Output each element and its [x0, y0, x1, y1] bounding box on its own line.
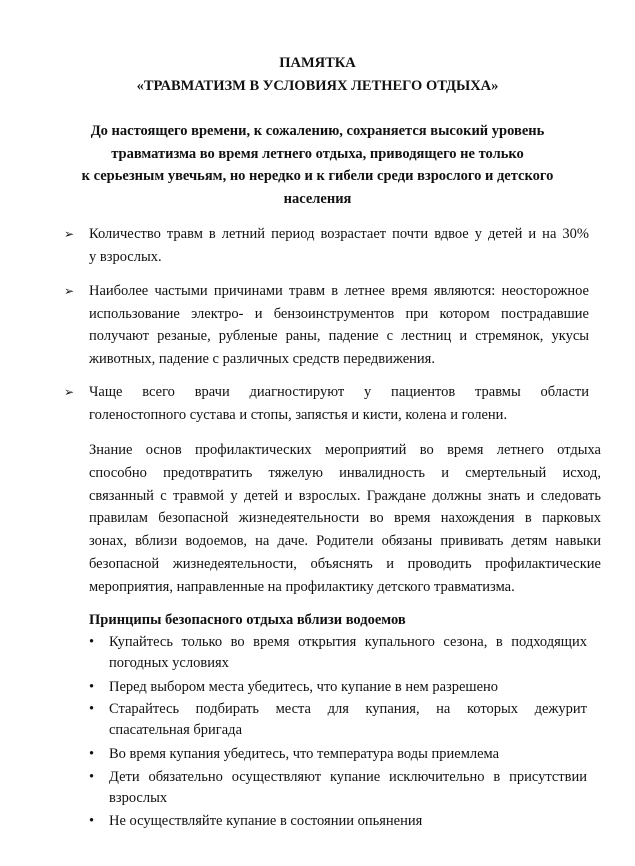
- text-line: Дети обязательно осуществляют купание исключительно в присутствии: [109, 769, 587, 785]
- arrow-list-item: [64, 280, 589, 370]
- text-line: животных, падение с различных средств передвижения.: [89, 350, 435, 367]
- bullet-list-item: [89, 767, 587, 808]
- text-line: Чаще всего врачи диагностируют у пациентов травмы области: [89, 384, 589, 400]
- bullet-item-text: [109, 767, 587, 808]
- intro-text: [60, 120, 575, 210]
- bullet-item-text: [109, 699, 587, 740]
- bullet-list-item: [89, 677, 587, 698]
- bullet-list-item: [89, 699, 587, 740]
- text-line: погодных условиях: [109, 654, 229, 671]
- bullet-item-text: [109, 744, 587, 765]
- text-line: связанный с травмой у детей и взрослых. Граждане должны знать и следовать: [89, 487, 601, 504]
- arrow-list-item: [64, 381, 589, 426]
- text-line: Не осуществляйте купание в состоянии опьянения: [109, 813, 423, 829]
- bullet-dot-icon: •: [89, 746, 95, 762]
- arrow-item-text: [89, 223, 589, 268]
- intro-line: к серьезным увечьям, но нередко и к гибели среди взрослого и детского: [81, 168, 554, 184]
- text-line: у взрослых.: [89, 248, 162, 265]
- bullet-dot-icon: •: [89, 769, 95, 785]
- arrow-item-text: [89, 280, 589, 370]
- text-line: Купайтесь только во время открытия купального сезона, в подходящих: [109, 634, 587, 650]
- bullet-list-item: [89, 632, 587, 673]
- arrow-list-item: [64, 223, 589, 268]
- bullet-item-text: [109, 811, 587, 832]
- bullet-dot-icon: •: [89, 701, 95, 717]
- intro-line: травматизма во время летнего отдыха, приводящего не только: [111, 145, 524, 162]
- section-heading: Принципы безопасного отдыха вблизи водоемов: [89, 612, 406, 628]
- text-line: спасательная бригада: [109, 721, 242, 738]
- intro-line: До настоящего времени, к сожалению, сохраняется высокий уровень: [90, 123, 545, 139]
- text-line: безопасной жизнедеятельности, объяснять и проводить профилактические: [89, 555, 601, 572]
- document-title: ПАМЯТКА: [279, 55, 356, 71]
- bullet-list-item: [89, 811, 587, 832]
- text-line: Старайтесь подбирать места для купания, на которых дежурит: [109, 701, 587, 717]
- bullet-dot-icon: •: [89, 679, 95, 695]
- bullet-dot-icon: •: [89, 813, 95, 829]
- arrow-bullet-icon: ➢: [64, 385, 75, 399]
- text-line: Количество травм в летний период возрастает почти вдвое у детей и на 30%: [89, 226, 589, 242]
- bullet-item-text: [109, 677, 587, 698]
- bullet-item-text: [109, 632, 587, 673]
- text-line: Наиболее частыми причинами травм в летнее время являются: неосторожное: [89, 283, 589, 299]
- intro-line: населения: [283, 190, 352, 207]
- text-line: взрослых: [109, 789, 168, 806]
- text-line: Во время купания убедитесь, что температура воды приемлема: [109, 746, 500, 762]
- text-line: Знание основ профилактических мероприятий во время летнего отдыха: [89, 442, 601, 458]
- body-paragraph: [89, 439, 601, 599]
- arrow-item-text: [89, 381, 589, 426]
- text-line: мероприятия, направленные на профилактику детского травматизма.: [89, 578, 515, 595]
- text-line: Перед выбором места убедитесь, что купание в нем разрешено: [109, 679, 499, 695]
- arrow-bullet-icon: ➢: [64, 284, 75, 298]
- text-line: использование электро- и бензоинструментов при котором пострадавшие: [89, 305, 589, 322]
- text-line: правилам безопасной жизнедеятельности во время нахождения в парковых: [89, 510, 601, 527]
- text-line: голеностопного сустава и стопы, запястья и кисти, колена и голени.: [89, 406, 508, 423]
- arrow-bullet-icon: ➢: [64, 227, 75, 241]
- bullet-dot-icon: •: [89, 634, 95, 650]
- bullet-list-item: [89, 744, 587, 765]
- text-line: зонах, вблизи водоемов, на даче. Родители обязаны прививать детям навыки: [89, 533, 601, 550]
- text-line: получают резаные, рубленые раны, падение с лестниц и стремянок, укусы: [89, 328, 589, 344]
- text-line: способно предотвратить тяжелую инвалидность и смертельный исход,: [89, 464, 601, 481]
- document-subtitle: «ТРАВМАТИЗМ В УСЛОВИЯХ ЛЕТНЕГО ОТДЫХА»: [136, 78, 499, 94]
